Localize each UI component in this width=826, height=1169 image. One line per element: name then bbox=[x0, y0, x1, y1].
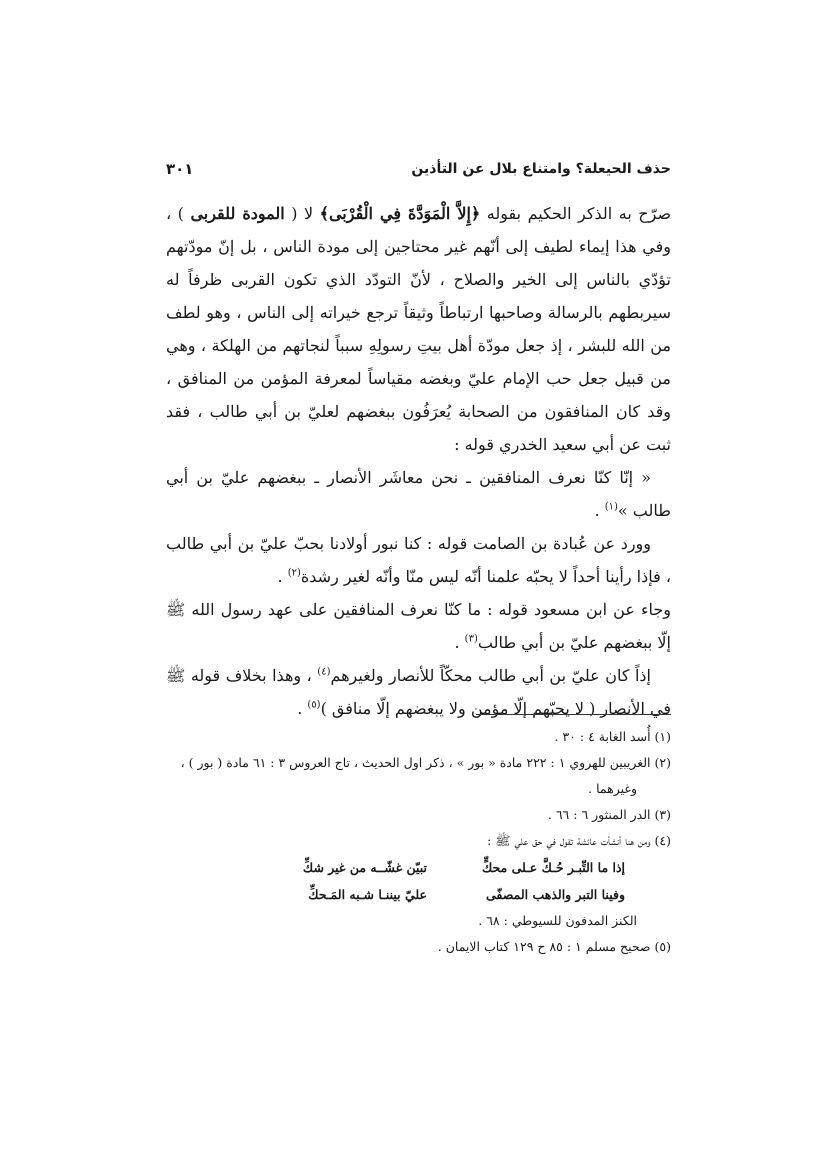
text-run: صرّح به الذكر الحكيم بقوله bbox=[480, 204, 672, 223]
poem-line-1 bbox=[166, 854, 625, 881]
poem-hemistich: عليّ بيننـا شـبه المَـحكِّ bbox=[308, 887, 427, 902]
main-text bbox=[166, 197, 671, 725]
footnote-ref: (١) bbox=[604, 501, 618, 513]
footnote-4-source: الكنز المدفون للسيوطي : ٦٨ . bbox=[478, 913, 637, 928]
text-run: ، وهذا بخلاف قوله ﷺ في الأنصار ( لا يحبّهم إلّا مؤمن ولا يبغضهم إلّا منافق ) bbox=[166, 666, 671, 718]
paragraph-3 bbox=[166, 527, 671, 593]
poem-hemistich: وفينا التبر والذهب المصفّى bbox=[486, 887, 625, 902]
footnote-ref: (٢) bbox=[287, 567, 301, 579]
page-number: ٣٠١ bbox=[166, 160, 194, 178]
footnote-divider bbox=[476, 714, 671, 715]
text-run: وجاء عن ابن مسعود قوله : ما كنّا نعرف المنافقين على عهد رسول الله ﷺ إلّا ببغضهم عليّ بن أبي طالب bbox=[166, 600, 671, 652]
footnote-ref: (٣) bbox=[464, 633, 478, 645]
paragraph-5 bbox=[166, 659, 671, 725]
footnote-5: (٥) صحيح مسلم ١ : ٨٥ ح ١٢٩ كتاب الايمان . bbox=[437, 939, 671, 954]
footnote-ref: (٤) bbox=[317, 666, 331, 678]
text-run: إذاً كان عليّ بن أبي طالب محكّاً للأنصار ولغيرهم bbox=[330, 666, 651, 685]
poem-hemistich: تبيّن غشّــه من غير شكِّ bbox=[302, 860, 427, 875]
running-header bbox=[166, 156, 671, 182]
text-run: ) ، وفي هذا إيماء لطيف إلى أنّهم غير محتاجين إلى مودة الناس ، بل إنّ مودّتهم تؤدّي بالناس إلى الخير والصلاح ، لأنّ التودّد الذي تكون القربى ظرفاً له سيربطهم بالرسالة وصاحبها ارتباطاً وثيقاً ترجع خيراته إلى الناس ، وهو لطف من الله للبشر ، إذ جعل مودّة أهل بيتِ رسولِهِ سبباً لنجاتهم من الهلكة ، وهي من قبيل جعل حب الإمام عليّ وبغضه مقياساً لمعرفة المؤمن من المنافق ، وقد كان المنافقون من الصحابة يُعرَفُون ببغضهم لعليّ بن أبي طالب ، فقد ثبت عن أبي سعيد الخدري قوله : bbox=[166, 204, 672, 454]
footnote-3: (٣) الدر المنثور ٦ : ٦٦ . bbox=[547, 807, 671, 822]
paragraph-2 bbox=[166, 461, 671, 527]
emphasis-phrase: المودة للقربى bbox=[190, 204, 285, 223]
text-run: . bbox=[277, 567, 288, 586]
paragraph-4 bbox=[166, 593, 671, 659]
text-run: . bbox=[297, 699, 308, 718]
paragraph-1 bbox=[166, 197, 671, 461]
footnote-1: (١) أُسد الغابة ٤ : ٣٠ . bbox=[554, 729, 671, 744]
chapter-title: حذف الحيعلة؟ وامتناع بلال عن التأذين bbox=[411, 161, 671, 177]
footnote-4: (٤) ومن هنا أنشأت عائشة تقول في حق علي ﷺ : bbox=[487, 833, 671, 848]
text-run: لا ( bbox=[284, 204, 320, 223]
poem-line-2 bbox=[166, 881, 625, 908]
footnote-ref: (٥) bbox=[307, 699, 321, 711]
footnote-2-continued: وغيرهما . bbox=[588, 781, 637, 796]
text-run: . bbox=[454, 633, 465, 652]
text-run: . bbox=[594, 501, 605, 520]
footnotes bbox=[166, 724, 671, 960]
quran-verse: ﴿إِلاَّ الْمَوَدَّةَ فِي الْقُرْبَى﴾ bbox=[319, 204, 481, 223]
poem-hemistich: إذا ما التِّبـر حُـكَّ عـلى محكٍّ bbox=[481, 860, 625, 875]
poem bbox=[166, 854, 671, 908]
text-run: وورد عن عُبادة بن الصامت قوله : كنا نبور أولادنا بحبّ عليّ بن أبي طالب ، فإذا رأينا أحداً لا يحبّه علمنا أنّه ليس منّا وأنّه لغير رشدة bbox=[166, 534, 671, 586]
hadith-quote: « إنّا كنّا نعرف المنافقين ـ نحن معاشَر الأنصار ـ ببغضهم عليّ بن أبي طالب » bbox=[166, 468, 671, 520]
footnote-2: (٢) الغريبين للهروي ١ : ٢٢٢ مادة « بور » ، ذكر اول الحديث ، تاج العروس ٣ : ٦١ مادة ( بور ) ، bbox=[180, 755, 671, 770]
